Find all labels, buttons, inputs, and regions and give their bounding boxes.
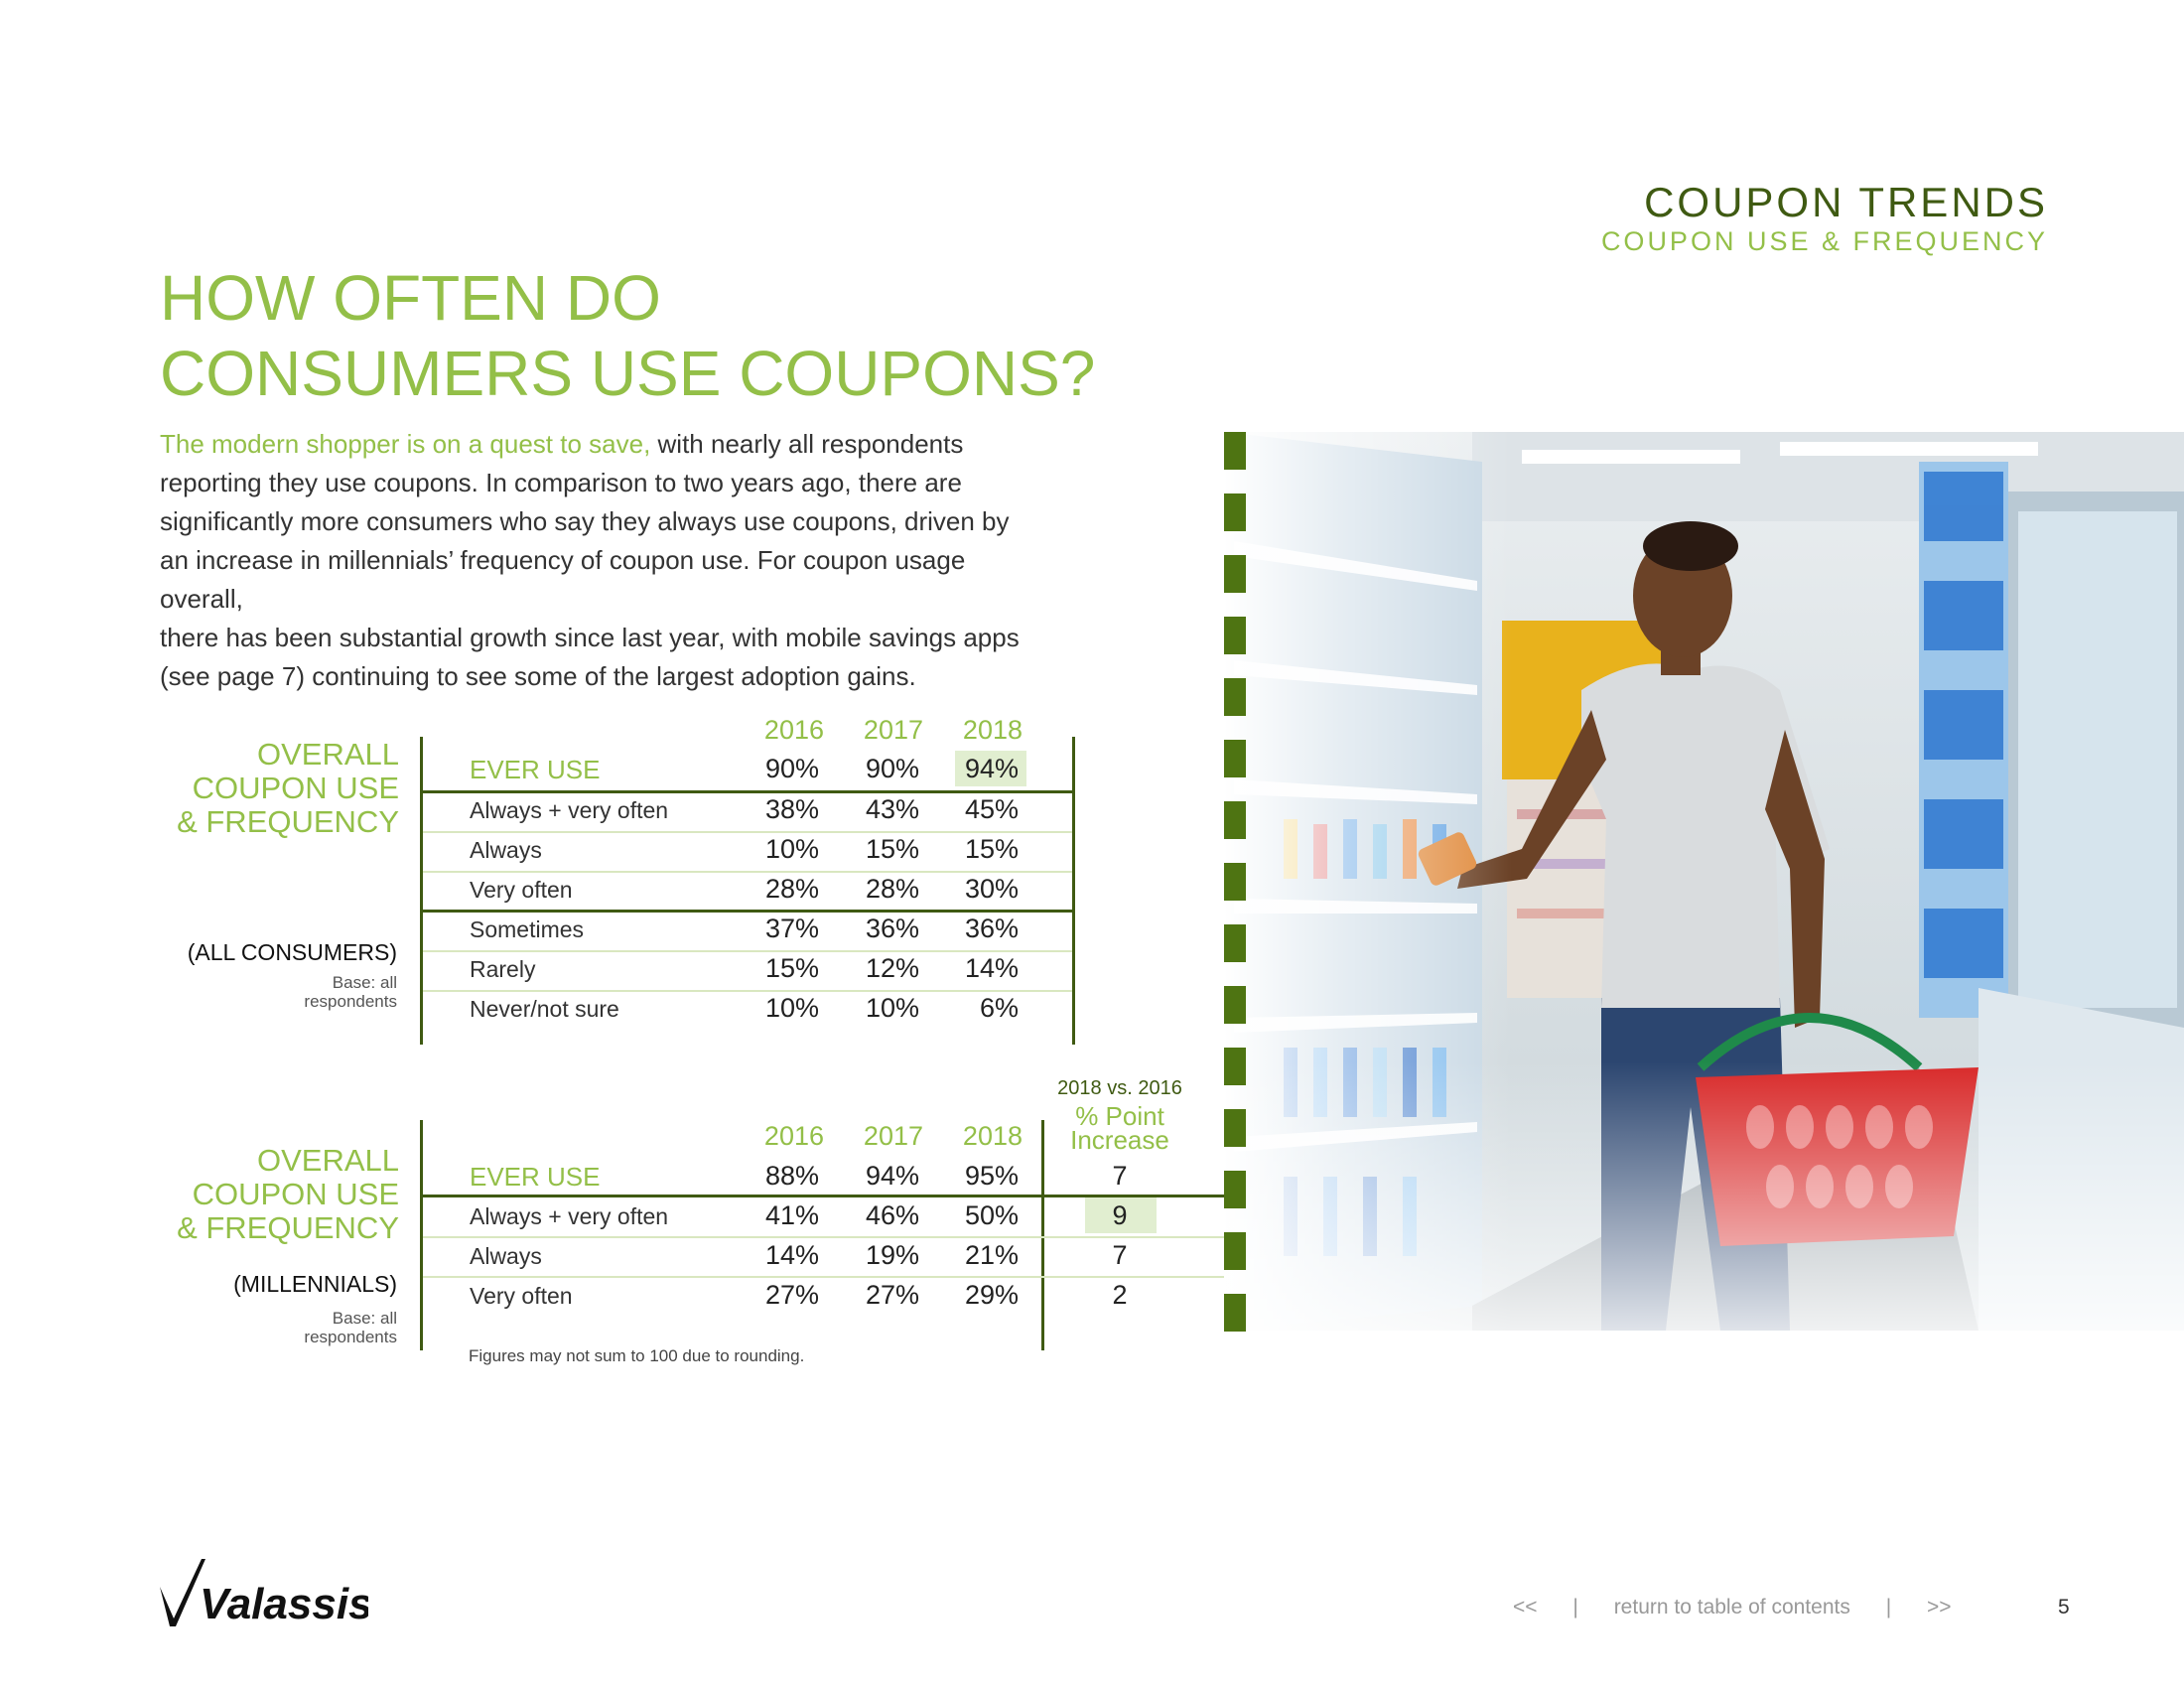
table2-left-rule (420, 1120, 423, 1350)
table2-year-2018: 2018 (962, 1121, 1023, 1151)
table1-cell: 10% (764, 834, 819, 864)
table2-divider (423, 1236, 1224, 1238)
page-title (160, 260, 1095, 411)
table1-group-label: (ALL CONSUMERS) (187, 939, 397, 965)
table1-cell: 10% (865, 993, 919, 1023)
table2-label: OVERALL COUPON USE & FREQUENCY (177, 1143, 399, 1245)
page-number: 5 (2058, 1596, 2070, 1618)
table2-increase-cell: 7 (1112, 1240, 1128, 1270)
table2-right-rule (1041, 1120, 1044, 1350)
table2-cell: 27% (865, 1280, 919, 1310)
table2-cell: 88% (764, 1161, 819, 1191)
table1-row-label: EVER USE (470, 755, 601, 784)
footer-nav (1513, 1596, 1981, 1619)
table1-cell: 37% (764, 914, 819, 943)
intro-line-1: with nearly all respondents (650, 429, 964, 459)
table1-cell: 6% (979, 993, 1019, 1023)
page-title-line-1: HOW OFTEN DO (160, 262, 661, 334)
table1-cell: 14% (964, 953, 1019, 983)
table1-row-label: Always + very often (470, 797, 669, 823)
table1-cell: 15% (764, 953, 819, 983)
table2-row-label: EVER USE (470, 1162, 601, 1192)
table1-cell: 90% (865, 754, 919, 783)
table2-cell: 41% (764, 1200, 819, 1230)
table1-cell: 90% (764, 754, 819, 783)
page-title-line-2: CONSUMERS USE COUPONS? (160, 338, 1096, 409)
table1-cell: 38% (764, 794, 819, 824)
intro-line-3: significantly more consumers who say they always use coupons, driven by (160, 506, 1010, 536)
shopper-photo (1224, 432, 2184, 1331)
table1-row-label: Rarely (470, 956, 536, 982)
table2-year-2016: 2016 (763, 1121, 824, 1151)
table2-cell: 94% (865, 1161, 919, 1191)
section-title: COUPON TRENDS (1644, 179, 2048, 225)
table1-label: OVERALL COUPON USE & FREQUENCY (177, 737, 399, 839)
table2-increase-subheader: % Point Increase (1070, 1101, 1169, 1155)
intro-line-2: reporting they use coupons. In comparison to two years ago, there are (160, 468, 962, 497)
table2-divider (423, 1276, 1224, 1278)
table2-cell: 29% (964, 1280, 1019, 1310)
table2-cell: 95% (964, 1161, 1019, 1191)
table2-row-label: Always (470, 1243, 542, 1269)
next-page-link[interactable]: >> (1927, 1596, 1952, 1618)
table1-row-label: Never/not sure (470, 996, 619, 1022)
table1-divider (423, 871, 1072, 873)
table1-cell: 15% (964, 834, 1019, 864)
table2-row-label: Very often (470, 1283, 573, 1309)
prev-page-link[interactable]: << (1513, 1596, 1538, 1618)
table1-cell: 15% (865, 834, 919, 864)
toc-link[interactable]: return to table of contents (1613, 1596, 1850, 1618)
intro-line-5: there has been substantial growth since last year, with mobile savings apps (160, 623, 1020, 652)
table1-left-rule (420, 737, 423, 1045)
table1-divider (420, 910, 1075, 913)
table1-right-rule (1072, 737, 1075, 1045)
table1-cell: 36% (865, 914, 919, 943)
table2-year-2017: 2017 (863, 1121, 923, 1151)
table2-row-label: Always + very often (470, 1203, 669, 1229)
table1-cell: 28% (764, 874, 819, 904)
table1-cell: 45% (964, 794, 1019, 824)
table2-cell: 27% (764, 1280, 819, 1310)
table2-cell: 21% (964, 1240, 1019, 1270)
table1-cell: 30% (964, 874, 1019, 904)
table1-year-2018: 2018 (962, 715, 1023, 745)
table2-footnote: Figures may not sum to 100 due to rounding. (469, 1346, 805, 1365)
logo-wordmark: Valassis. (200, 1580, 368, 1626)
table1-divider (423, 950, 1072, 952)
table2-increase-cell: 7 (1112, 1161, 1128, 1191)
table2-divider (420, 1195, 1224, 1197)
table1-base-note: Base: all respondents (304, 973, 397, 1011)
photo-dash-border (1224, 432, 1246, 1331)
table1-cell: 10% (764, 993, 819, 1023)
table1-divider (420, 790, 1075, 793)
table2-cell: 14% (764, 1240, 819, 1270)
table1-cell: 36% (964, 914, 1019, 943)
table2-cell: 19% (865, 1240, 919, 1270)
nav-separator: | (1572, 1596, 1578, 1618)
table1-cell: 28% (865, 874, 919, 904)
table1-cell: 43% (865, 794, 919, 824)
valassis-logo[interactable] (160, 1557, 368, 1631)
table1-cell: 94% (964, 754, 1019, 783)
table1-row-label: Very often (470, 877, 573, 903)
table2-cell: 46% (865, 1200, 919, 1230)
table1-cell: 12% (865, 953, 919, 983)
table1-divider (423, 831, 1072, 833)
nav-separator: | (1885, 1596, 1892, 1618)
table1-divider (423, 990, 1072, 992)
section-subtitle: COUPON USE & FREQUENCY (1600, 226, 2048, 256)
table1-row-label: Sometimes (470, 916, 585, 942)
table2-cell: 50% (964, 1200, 1019, 1230)
table1-year-2016: 2016 (763, 715, 824, 745)
table2-group-label: (MILLENNIALS) (233, 1271, 397, 1297)
table1-row-label: Always (470, 837, 542, 863)
table2-increase-cell: 9 (1112, 1200, 1128, 1230)
table2-increase-cell: 2 (1112, 1280, 1128, 1310)
intro-lead: The modern shopper is on a quest to save, (160, 429, 651, 459)
intro-line-6: (see page 7) continuing to see some of the largest adoption gains. (160, 661, 916, 691)
table1-year-2017: 2017 (863, 715, 923, 745)
intro-paragraph (160, 425, 1053, 696)
table2-base-note: Base: all respondents (304, 1309, 397, 1346)
table2-increase-header: 2018 vs. 2016 (1057, 1077, 1182, 1099)
intro-line-4: an increase in millennials’ frequency of coupon use. For coupon usage overall, (160, 545, 966, 614)
